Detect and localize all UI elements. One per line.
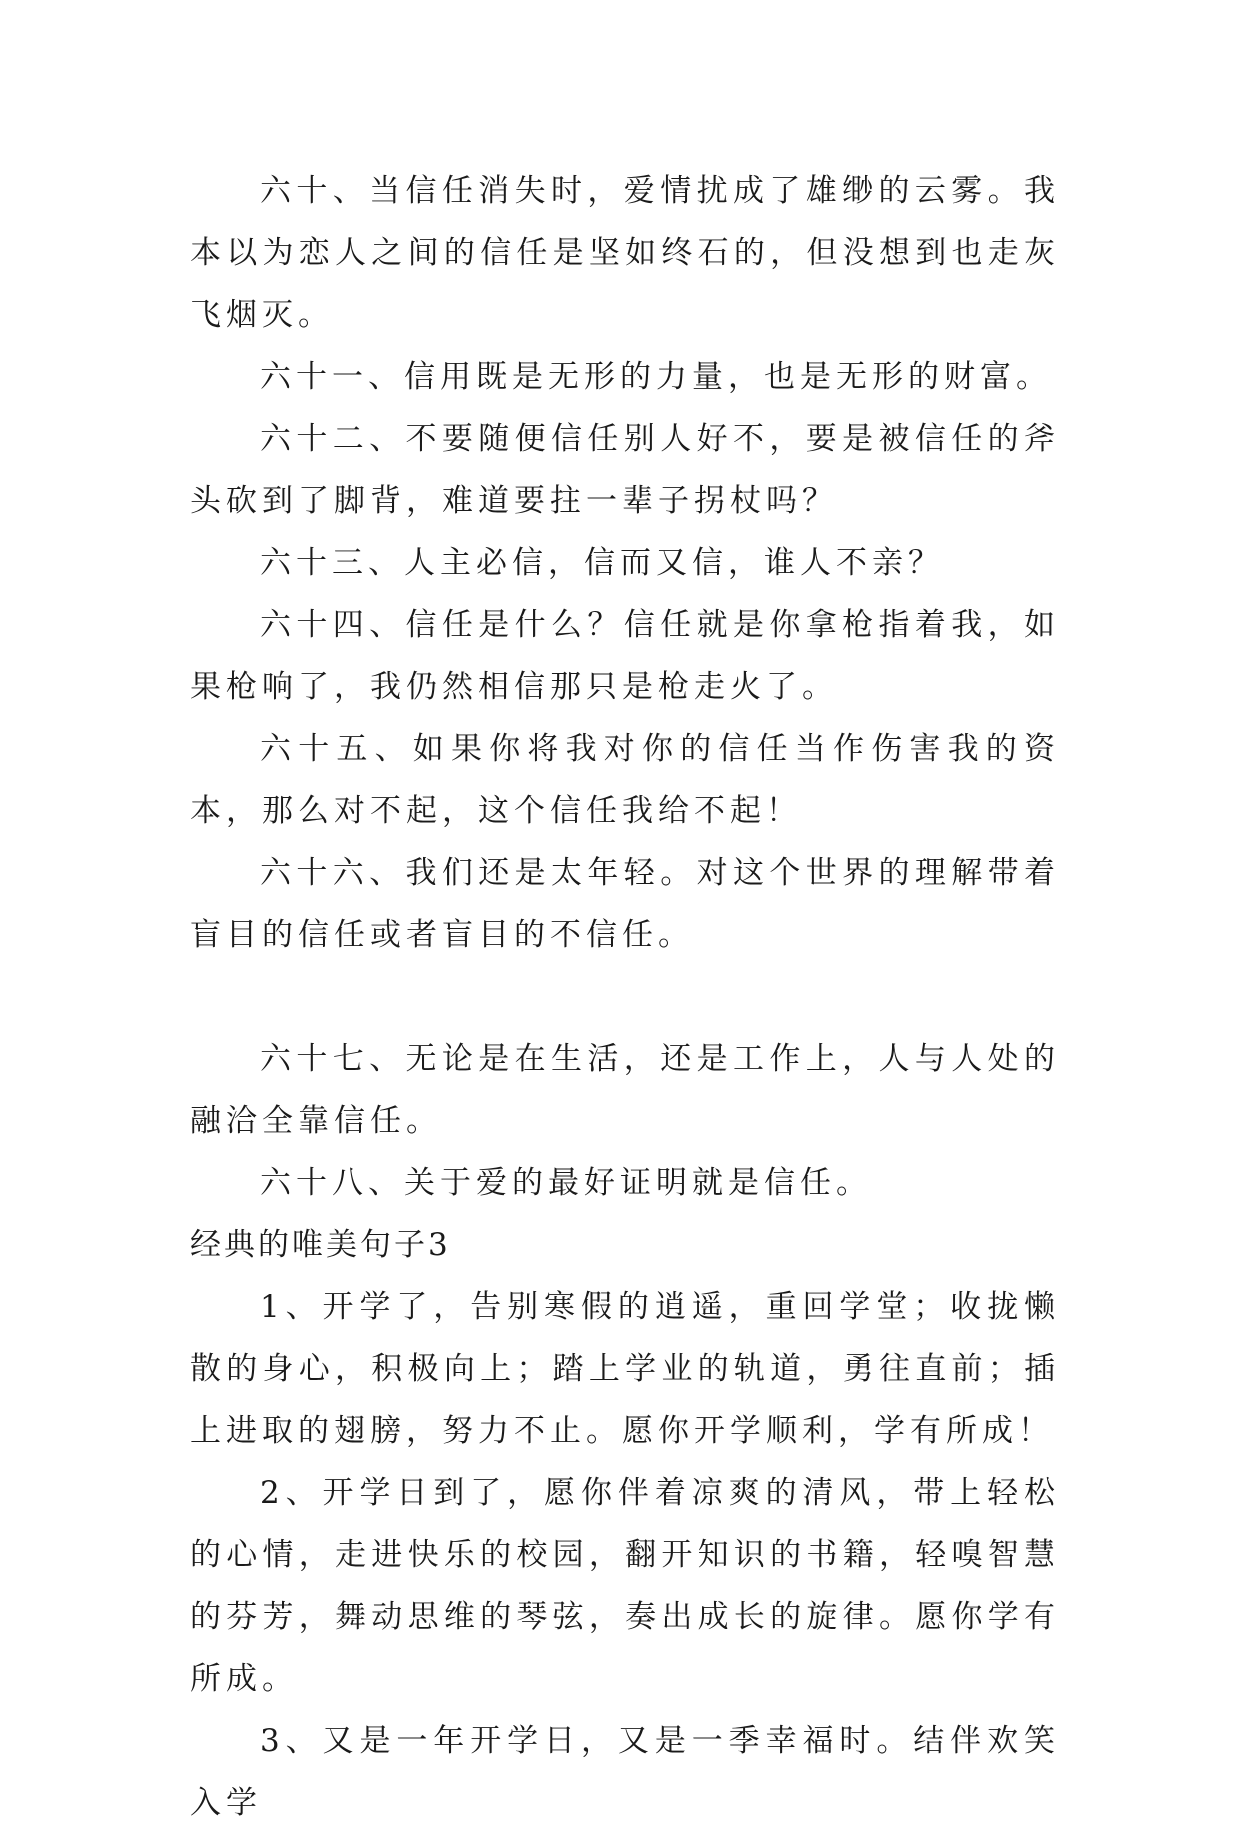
document-body xyxy=(190,160,1060,1834)
paragraph-gap xyxy=(190,966,1060,1028)
list-item-3: 3、又是一年开学日，又是一季幸福时。结伴欢笑入学 xyxy=(190,1723,1060,1821)
paragraph-60: 六十、当信任消失时，爱情扰成了雄缈的云雾。我本以为恋人之间的信任是坚如终石的，但没想到也走灰飞烟灭。 xyxy=(190,173,1060,333)
section-heading: 经典的唯美句子3 xyxy=(190,1227,451,1263)
list-item-2: 2、开学日到了，愿你伴着凉爽的清风，带上轻松的心情，走进快乐的校园，翻开知识的书籍，轻嗅智慧的芬芳，舞动思维的琴弦，奏出成长的旋律。愿你学有所成。 xyxy=(190,1475,1060,1697)
paragraph-62: 六十二、不要随便信任别人好不，要是被信任的斧头砍到了脚背，难道要拄一辈子拐杖吗？ xyxy=(190,421,1060,519)
paragraph-61: 六十一、信用既是无形的力量，也是无形的财富。 xyxy=(260,359,1052,395)
paragraph-66: 六十六、我们还是太年轻。对这个世界的理解带着盲目的信任或者盲目的不信任。 xyxy=(190,855,1060,953)
paragraph-65: 六十五、如果你将我对你的信任当作伤害我的资本，那么对不起，这个信任我给不起！ xyxy=(190,731,1060,829)
paragraph-63: 六十三、人主必信，信而又信，谁人不亲？ xyxy=(260,545,944,581)
paragraph-64: 六十四、信任是什么？信任就是你拿枪指着我，如果枪响了，我仍然相信那只是枪走火了。 xyxy=(190,607,1060,705)
paragraph-68: 六十八、关于爱的最好证明就是信任。 xyxy=(260,1165,872,1201)
paragraph-67: 六十七、无论是在生活，还是工作上，人与人处的融洽全靠信任。 xyxy=(190,1041,1060,1139)
list-item-1: 1、开学了，告别寒假的逍遥，重回学堂；收拢懒散的身心，积极向上；踏上学业的轨道，勇往直前；插上进取的翅膀，努力不止。愿你开学顺利，学有所成！ xyxy=(190,1289,1060,1449)
